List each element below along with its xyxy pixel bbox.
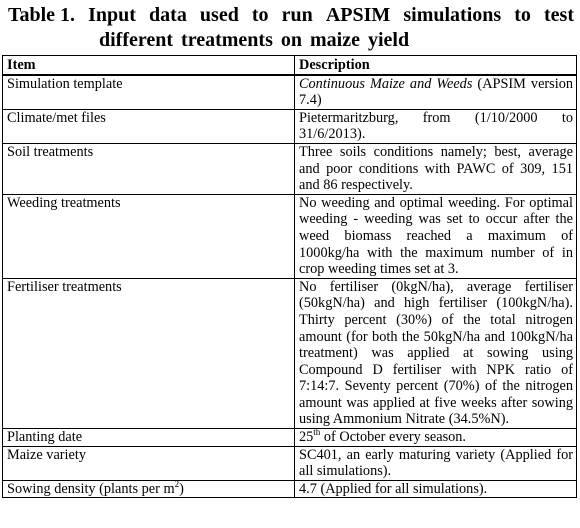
item-cell: Soil treatments [3, 143, 295, 194]
planting-month: of October every season. [320, 429, 467, 446]
caption-word: to [514, 4, 531, 26]
description-cell: No fertiliser (0kgN/ha), average fertiliser (50kgN/ha) and high fertiliser (100kgN/ha). Thirty percent (30%) of the total nitrogen amount (for both the 50kgN/ha and 100kgN/ha treatment) was applied at sowing using Compound D fertiliser with NPK ratio of 7:14:7. Seventy percent (70%) of the nitrogen amount was applied at five weeks after sowing using Ammonium Nitrate (34.5%N). [295, 278, 577, 428]
table-row [3, 143, 577, 194]
caption-line-2: different treatments on maize yield [99, 29, 410, 51]
caption-word: test [544, 4, 574, 26]
table-row [3, 109, 577, 143]
caption-line-1 [8, 3, 574, 28]
table-row [3, 194, 577, 278]
description-cell: Three soils conditions namely; best, average and poor conditions with PAWC of 309, 151 and 86 respectively. [295, 143, 577, 194]
description-cell: Pietermaritzburg, from (1/10/2000 to 31/6/2013). [295, 109, 577, 143]
table-row [3, 278, 577, 428]
caption-word: run [281, 4, 313, 26]
item-label: Sowing density (plants per m [7, 480, 175, 497]
item-cell: Weeding treatments [3, 194, 295, 278]
caption-word: Input [88, 4, 136, 26]
caption-word: Table 1. [8, 4, 76, 26]
item-cell: Maize variety [3, 446, 295, 480]
description-cell [295, 429, 577, 447]
table-row [3, 429, 577, 447]
item-label-end: ) [179, 480, 184, 497]
caption-word: APSIM [325, 4, 391, 26]
table-row [3, 75, 577, 110]
caption-word: data [149, 4, 187, 26]
item-cell [3, 480, 295, 498]
planting-day: 25 [299, 429, 314, 446]
header-description: Description [295, 56, 577, 75]
table-row [3, 446, 577, 480]
input-data-table [2, 55, 577, 498]
description-cell: 4.7 (Applied for all simulations). [295, 480, 577, 498]
item-cell: Simulation template [3, 75, 295, 110]
description-cell [295, 75, 577, 110]
table-caption [8, 3, 574, 53]
item-cell: Planting date [3, 429, 295, 447]
caption-word: to [251, 4, 269, 26]
item-cell: Climate/met files [3, 109, 295, 143]
superscript-2: 2 [174, 478, 180, 489]
description-cell: No weeding and optimal weeding. For optimal weeding - weeding was set to occur after the weed biomass reached a maximum of 1000kg/ha with the maximum number of in crop weeding times set at 3. [295, 194, 577, 278]
caption-word: simulations [403, 4, 502, 26]
description-cell: SC401, an early maturing variety (Applied for all simulations). [295, 446, 577, 480]
table-row [3, 480, 577, 498]
ordinal-suffix: th [313, 427, 321, 438]
item-cell: Fertiliser treatments [3, 278, 295, 428]
table-header-row [3, 56, 577, 75]
template-version: (APSIM version 7.4) [299, 75, 574, 109]
caption-word: used [199, 4, 239, 26]
template-name: Continuous Maize and Weeds [299, 75, 473, 92]
header-item: Item [3, 56, 295, 75]
